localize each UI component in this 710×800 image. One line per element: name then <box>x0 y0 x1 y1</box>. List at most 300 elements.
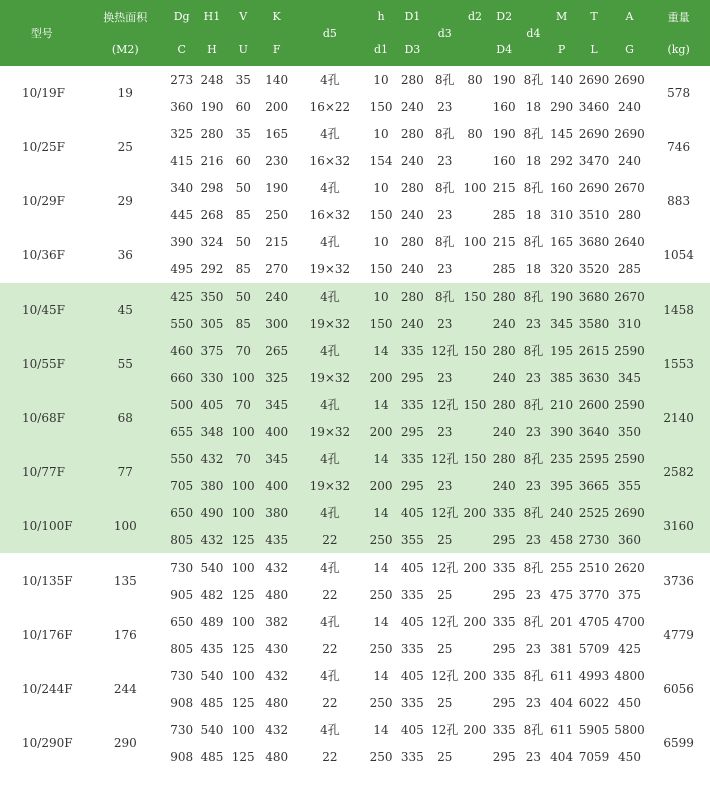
value-cell: 25 <box>428 581 461 608</box>
header-M: M <box>547 0 576 33</box>
value-cell: 150 <box>461 445 488 472</box>
value-cell: 150 <box>365 255 396 283</box>
value-cell: 2690 <box>612 120 648 147</box>
value-cell: 450 <box>612 743 648 770</box>
weight-cell: 1054 <box>647 228 710 283</box>
value-cell: 200 <box>461 608 488 635</box>
value-cell: 295 <box>397 418 428 445</box>
value-cell: 335 <box>397 635 428 662</box>
table-row <box>0 391 710 418</box>
value-cell: 200 <box>461 499 488 526</box>
value-cell: 140 <box>547 66 576 93</box>
value-cell: 14 <box>365 608 396 635</box>
value-cell: 292 <box>547 147 576 174</box>
header-L: L <box>576 33 612 66</box>
value-cell: 380 <box>196 472 227 499</box>
value-cell: 4孔 <box>294 445 365 472</box>
value-cell: 265 <box>259 337 295 364</box>
value-cell: 35 <box>228 120 259 147</box>
value-cell: 18 <box>520 93 547 120</box>
value-cell: 3470 <box>576 147 612 174</box>
value-cell <box>461 581 488 608</box>
value-cell: 250 <box>365 689 396 716</box>
value-cell: 382 <box>259 608 295 635</box>
value-cell: 100 <box>461 228 488 255</box>
area-cell: 36 <box>84 228 168 283</box>
value-cell: 22 <box>294 526 365 554</box>
value-cell: 4孔 <box>294 174 365 201</box>
value-cell: 3580 <box>576 310 612 337</box>
value-cell: 285 <box>489 201 520 228</box>
value-cell: 335 <box>397 445 428 472</box>
value-cell: 380 <box>259 499 295 526</box>
area-cell: 176 <box>84 608 168 662</box>
header-G: G <box>612 33 648 66</box>
value-cell: 5709 <box>576 635 612 662</box>
header-model: 型号 <box>0 0 84 66</box>
value-cell: 85 <box>228 310 259 337</box>
value-cell: 335 <box>397 743 428 770</box>
header-h: h <box>365 0 396 33</box>
value-cell: 8孔 <box>520 283 547 311</box>
value-cell: 4孔 <box>294 391 365 418</box>
value-cell: 458 <box>547 526 576 554</box>
value-cell: 240 <box>489 418 520 445</box>
value-cell: 2690 <box>612 66 648 93</box>
value-cell: 190 <box>196 93 227 120</box>
value-cell: 12孔 <box>428 337 461 364</box>
value-cell: 475 <box>547 581 576 608</box>
value-cell: 14 <box>365 554 396 582</box>
header-d1: d1 <box>365 33 396 66</box>
value-cell <box>461 526 488 554</box>
table-row <box>0 716 710 743</box>
value-cell: 405 <box>196 391 227 418</box>
value-cell: 8孔 <box>520 174 547 201</box>
value-cell: 215 <box>489 174 520 201</box>
value-cell: 295 <box>397 472 428 499</box>
value-cell: 190 <box>489 66 520 93</box>
value-cell: 23 <box>428 255 461 283</box>
value-cell: 240 <box>547 499 576 526</box>
value-cell <box>461 743 488 770</box>
value-cell: 19×32 <box>294 310 365 337</box>
value-cell: 432 <box>196 526 227 554</box>
value-cell: 445 <box>167 201 196 228</box>
value-cell: 100 <box>228 554 259 582</box>
area-cell: 29 <box>84 174 168 228</box>
weight-cell: 3736 <box>647 554 710 609</box>
table-row <box>0 228 710 255</box>
value-cell: 240 <box>259 283 295 311</box>
value-cell: 50 <box>228 283 259 311</box>
value-cell: 23 <box>428 201 461 228</box>
value-cell: 190 <box>489 120 520 147</box>
value-cell: 730 <box>167 716 196 743</box>
model-cell: 10/244F <box>0 662 84 716</box>
value-cell: 4孔 <box>294 66 365 93</box>
value-cell: 25 <box>428 689 461 716</box>
area-cell: 25 <box>84 120 168 174</box>
value-cell: 3680 <box>576 228 612 255</box>
value-cell: 23 <box>520 743 547 770</box>
value-cell: 240 <box>489 310 520 337</box>
value-cell: 16×22 <box>294 93 365 120</box>
value-cell: 23 <box>520 472 547 499</box>
value-cell: 150 <box>461 283 488 311</box>
value-cell: 2525 <box>576 499 612 526</box>
value-cell: 10 <box>365 66 396 93</box>
value-cell: 145 <box>547 120 576 147</box>
value-cell: 325 <box>259 364 295 391</box>
value-cell: 216 <box>196 147 227 174</box>
area-cell: 244 <box>84 662 168 716</box>
table-row <box>0 608 710 635</box>
value-cell: 23 <box>428 364 461 391</box>
value-cell: 385 <box>547 364 576 391</box>
value-cell: 240 <box>397 93 428 120</box>
value-cell: 3640 <box>576 418 612 445</box>
value-cell: 335 <box>397 581 428 608</box>
header-weight-unit: (kg) <box>647 33 710 66</box>
value-cell: 324 <box>196 228 227 255</box>
value-cell: 240 <box>397 310 428 337</box>
value-cell: 250 <box>365 526 396 554</box>
value-cell: 2690 <box>576 66 612 93</box>
value-cell: 50 <box>228 228 259 255</box>
value-cell: 730 <box>167 554 196 582</box>
value-cell: 4孔 <box>294 120 365 147</box>
value-cell: 280 <box>489 337 520 364</box>
value-cell: 19×32 <box>294 418 365 445</box>
value-cell: 125 <box>228 743 259 770</box>
value-cell: 280 <box>196 120 227 147</box>
value-cell: 295 <box>397 364 428 391</box>
value-cell: 150 <box>365 201 396 228</box>
value-cell: 2620 <box>612 554 648 582</box>
value-cell: 60 <box>228 93 259 120</box>
value-cell: 235 <box>547 445 576 472</box>
value-cell: 705 <box>167 472 196 499</box>
value-cell: 25 <box>428 635 461 662</box>
value-cell: 335 <box>489 554 520 582</box>
value-cell: 248 <box>196 66 227 93</box>
value-cell: 300 <box>259 310 295 337</box>
value-cell: 345 <box>259 391 295 418</box>
value-cell: 100 <box>228 418 259 445</box>
value-cell: 345 <box>259 445 295 472</box>
value-cell: 335 <box>489 716 520 743</box>
value-cell: 280 <box>397 174 428 201</box>
value-cell: 292 <box>196 255 227 283</box>
value-cell: 550 <box>167 310 196 337</box>
model-cell: 10/135F <box>0 554 84 609</box>
value-cell: 201 <box>547 608 576 635</box>
value-cell: 250 <box>365 635 396 662</box>
value-cell: 360 <box>167 93 196 120</box>
value-cell: 335 <box>397 689 428 716</box>
model-cell: 10/100F <box>0 499 84 554</box>
value-cell: 3680 <box>576 283 612 311</box>
value-cell: 14 <box>365 445 396 472</box>
value-cell: 240 <box>397 255 428 283</box>
value-cell: 4700 <box>612 608 648 635</box>
value-cell: 405 <box>397 499 428 526</box>
value-cell: 215 <box>489 228 520 255</box>
value-cell: 160 <box>489 147 520 174</box>
value-cell: 165 <box>547 228 576 255</box>
header-weight: 重量 <box>647 0 710 33</box>
value-cell: 4孔 <box>294 283 365 311</box>
value-cell: 70 <box>228 445 259 472</box>
header-empty-d2 <box>461 33 488 66</box>
value-cell: 100 <box>228 662 259 689</box>
value-cell: 23 <box>520 418 547 445</box>
value-cell: 250 <box>365 743 396 770</box>
value-cell: 190 <box>547 283 576 311</box>
value-cell: 490 <box>196 499 227 526</box>
value-cell: 485 <box>196 689 227 716</box>
value-cell: 3460 <box>576 93 612 120</box>
model-cell: 10/25F <box>0 120 84 174</box>
value-cell: 425 <box>612 635 648 662</box>
value-cell: 80 <box>461 66 488 93</box>
value-cell: 100 <box>228 716 259 743</box>
value-cell: 100 <box>461 174 488 201</box>
weight-cell: 6056 <box>647 662 710 716</box>
value-cell: 355 <box>612 472 648 499</box>
value-cell: 12孔 <box>428 716 461 743</box>
value-cell: 14 <box>365 499 396 526</box>
value-cell: 295 <box>489 581 520 608</box>
value-cell: 285 <box>612 255 648 283</box>
value-cell: 230 <box>259 147 295 174</box>
value-cell: 4993 <box>576 662 612 689</box>
value-cell: 280 <box>489 283 520 311</box>
value-cell: 450 <box>612 689 648 716</box>
value-cell: 540 <box>196 662 227 689</box>
area-cell: 100 <box>84 499 168 554</box>
value-cell: 8孔 <box>520 66 547 93</box>
weight-cell: 578 <box>647 66 710 120</box>
value-cell: 381 <box>547 635 576 662</box>
value-cell: 305 <box>196 310 227 337</box>
value-cell: 270 <box>259 255 295 283</box>
value-cell: 150 <box>461 337 488 364</box>
table-row <box>0 283 710 311</box>
weight-cell: 2582 <box>647 445 710 499</box>
value-cell: 19×32 <box>294 472 365 499</box>
value-cell: 480 <box>259 581 295 608</box>
value-cell: 2615 <box>576 337 612 364</box>
value-cell: 2640 <box>612 228 648 255</box>
value-cell: 195 <box>547 337 576 364</box>
model-cell: 10/29F <box>0 174 84 228</box>
table-row <box>0 174 710 201</box>
model-cell: 10/68F <box>0 391 84 445</box>
value-cell: 12孔 <box>428 391 461 418</box>
value-cell: 432 <box>259 716 295 743</box>
value-cell: 100 <box>228 499 259 526</box>
value-cell: 2595 <box>576 445 612 472</box>
value-cell: 154 <box>365 147 396 174</box>
value-cell: 200 <box>461 662 488 689</box>
value-cell: 23 <box>520 310 547 337</box>
value-cell: 611 <box>547 716 576 743</box>
header-d2: d2 <box>461 0 488 33</box>
value-cell: 22 <box>294 689 365 716</box>
header-F: F <box>259 33 295 66</box>
table-row <box>0 499 710 526</box>
header-U: U <box>228 33 259 66</box>
value-cell <box>461 255 488 283</box>
value-cell: 165 <box>259 120 295 147</box>
value-cell: 2590 <box>612 391 648 418</box>
value-cell: 320 <box>547 255 576 283</box>
table-row <box>0 554 710 582</box>
value-cell: 650 <box>167 499 196 526</box>
value-cell: 335 <box>489 662 520 689</box>
value-cell: 432 <box>259 554 295 582</box>
value-cell: 23 <box>520 581 547 608</box>
area-cell: 77 <box>84 445 168 499</box>
value-cell: 425 <box>167 283 196 311</box>
value-cell: 280 <box>397 228 428 255</box>
value-cell <box>461 364 488 391</box>
value-cell: 18 <box>520 201 547 228</box>
value-cell: 8孔 <box>520 337 547 364</box>
header-d4: d4 <box>520 0 547 66</box>
model-cell: 10/290F <box>0 716 84 770</box>
value-cell: 25 <box>428 743 461 770</box>
value-cell: 140 <box>259 66 295 93</box>
value-cell: 70 <box>228 391 259 418</box>
value-cell: 480 <box>259 743 295 770</box>
header-area-unit: (M2) <box>84 33 168 66</box>
weight-cell: 3160 <box>647 499 710 554</box>
value-cell: 650 <box>167 608 196 635</box>
value-cell: 460 <box>167 337 196 364</box>
value-cell: 4孔 <box>294 662 365 689</box>
value-cell: 730 <box>167 662 196 689</box>
value-cell: 280 <box>612 201 648 228</box>
value-cell: 200 <box>259 93 295 120</box>
value-cell: 905 <box>167 581 196 608</box>
header-D4: D4 <box>489 33 520 66</box>
value-cell: 240 <box>612 93 648 120</box>
value-cell: 4孔 <box>294 499 365 526</box>
table-row <box>0 120 710 147</box>
value-cell: 908 <box>167 689 196 716</box>
value-cell: 432 <box>196 445 227 472</box>
value-cell: 805 <box>167 635 196 662</box>
value-cell: 10 <box>365 283 396 311</box>
model-cell: 10/176F <box>0 608 84 662</box>
value-cell: 611 <box>547 662 576 689</box>
value-cell: 8孔 <box>520 662 547 689</box>
value-cell <box>461 418 488 445</box>
value-cell: 8孔 <box>520 391 547 418</box>
value-cell: 2690 <box>612 499 648 526</box>
value-cell: 5905 <box>576 716 612 743</box>
value-cell: 80 <box>461 120 488 147</box>
value-cell: 485 <box>196 743 227 770</box>
value-cell: 125 <box>228 635 259 662</box>
value-cell: 500 <box>167 391 196 418</box>
value-cell: 240 <box>397 147 428 174</box>
value-cell: 400 <box>259 472 295 499</box>
value-cell: 125 <box>228 689 259 716</box>
value-cell: 18 <box>520 255 547 283</box>
weight-cell: 1553 <box>647 337 710 391</box>
value-cell <box>461 635 488 662</box>
value-cell: 290 <box>547 93 576 120</box>
value-cell: 12孔 <box>428 499 461 526</box>
weight-cell: 746 <box>647 120 710 174</box>
value-cell: 200 <box>365 364 396 391</box>
value-cell: 2510 <box>576 554 612 582</box>
value-cell: 23 <box>520 689 547 716</box>
value-cell <box>461 93 488 120</box>
value-cell: 280 <box>397 66 428 93</box>
value-cell: 4孔 <box>294 554 365 582</box>
value-cell: 2590 <box>612 337 648 364</box>
value-cell: 355 <box>397 526 428 554</box>
header-D1: D1 <box>397 0 428 33</box>
value-cell: 390 <box>547 418 576 445</box>
header-A: A <box>612 0 648 33</box>
value-cell: 8孔 <box>520 554 547 582</box>
value-cell: 23 <box>428 93 461 120</box>
value-cell: 325 <box>167 120 196 147</box>
value-cell: 240 <box>612 147 648 174</box>
value-cell: 100 <box>228 608 259 635</box>
value-cell: 250 <box>259 201 295 228</box>
value-cell: 3630 <box>576 364 612 391</box>
value-cell: 298 <box>196 174 227 201</box>
weight-cell: 1458 <box>647 283 710 338</box>
value-cell: 660 <box>167 364 196 391</box>
value-cell: 348 <box>196 418 227 445</box>
header-h1: H1 <box>196 0 227 33</box>
value-cell: 85 <box>228 201 259 228</box>
value-cell <box>461 472 488 499</box>
value-cell: 805 <box>167 526 196 554</box>
value-cell: 23 <box>520 526 547 554</box>
value-cell: 2690 <box>576 120 612 147</box>
value-cell: 16×32 <box>294 147 365 174</box>
header-area: 换热面积 <box>84 0 168 33</box>
table-row <box>0 337 710 364</box>
value-cell: 340 <box>167 174 196 201</box>
value-cell: 35 <box>228 66 259 93</box>
value-cell: 6022 <box>576 689 612 716</box>
value-cell: 310 <box>612 310 648 337</box>
value-cell: 240 <box>397 201 428 228</box>
value-cell: 2670 <box>612 174 648 201</box>
value-cell: 405 <box>397 662 428 689</box>
value-cell <box>461 201 488 228</box>
value-cell: 215 <box>259 228 295 255</box>
value-cell: 350 <box>612 418 648 445</box>
value-cell: 395 <box>547 472 576 499</box>
value-cell: 19×32 <box>294 364 365 391</box>
value-cell: 200 <box>461 716 488 743</box>
value-cell <box>461 689 488 716</box>
value-cell: 8孔 <box>520 716 547 743</box>
value-cell: 240 <box>489 472 520 499</box>
value-cell: 60 <box>228 147 259 174</box>
